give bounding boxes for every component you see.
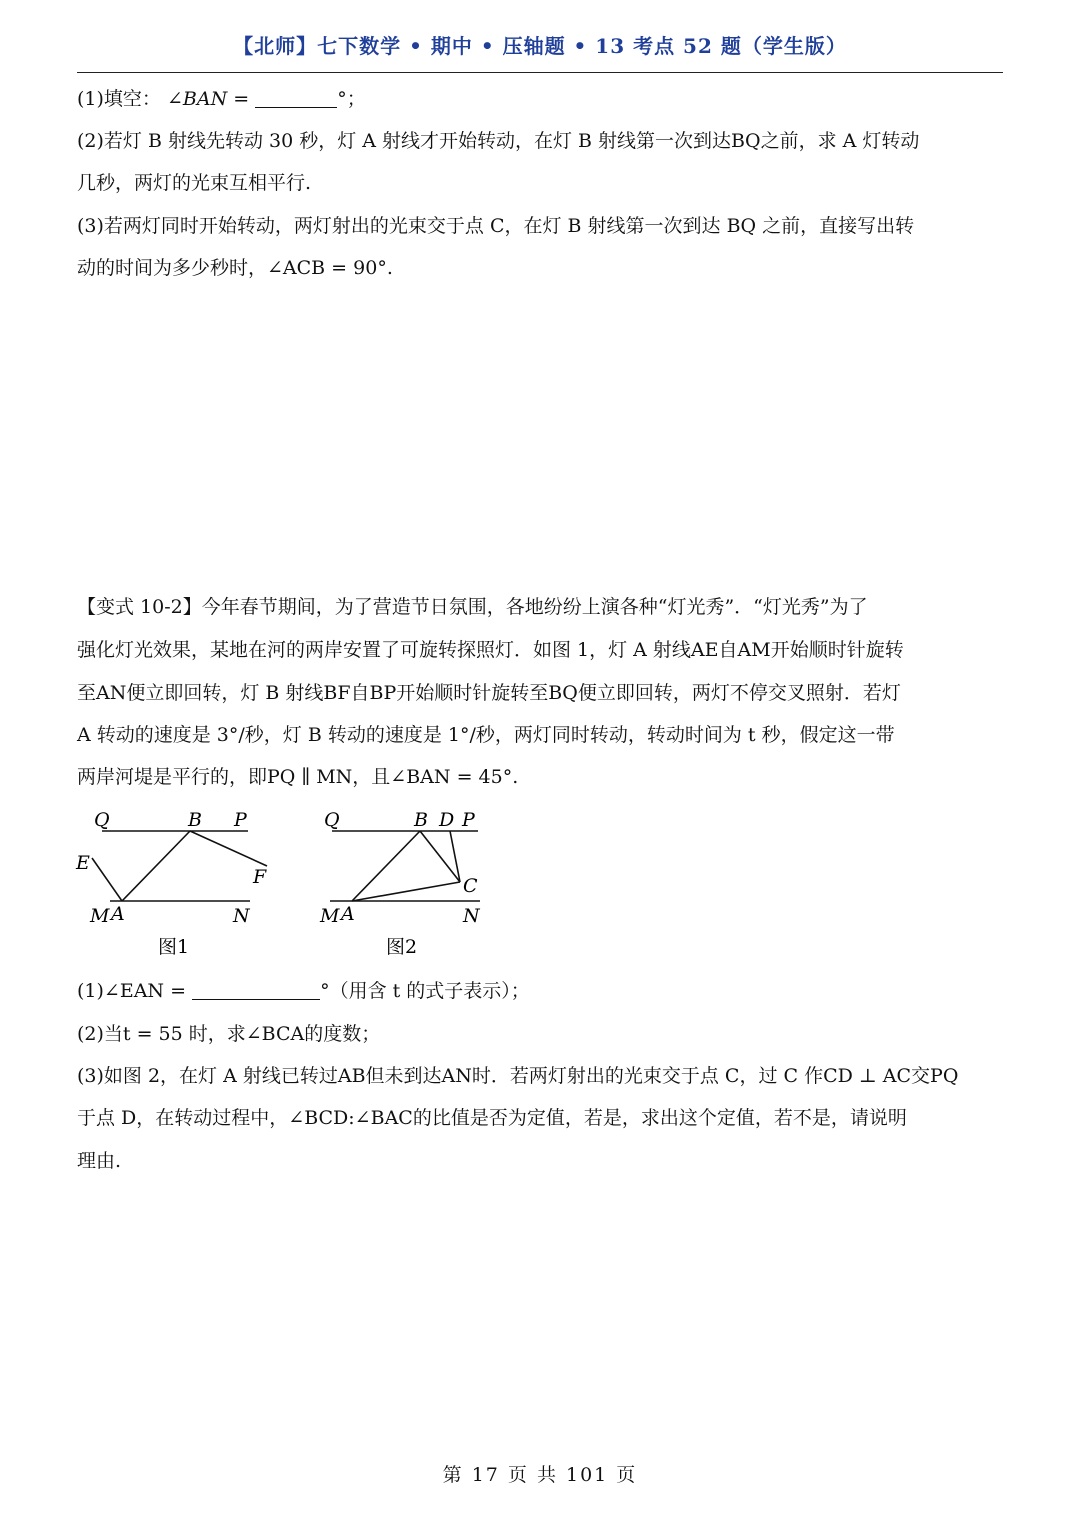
label-A: A bbox=[341, 903, 355, 925]
variant-line-1: 【变式 10-2】今年春节期间，为了营造节日氛围，各地纷纷上演各种“灯光秀”．“灯光秀”为了 bbox=[77, 596, 868, 618]
vq1-prefix: (1)∠EAN = bbox=[77, 980, 187, 1002]
variant-question-3-line2: 于点 D，在转动过程中，∠BCD:∠BAC的比值是否为定值，若是，求出这个定值，若不是，请说明 bbox=[77, 1107, 907, 1129]
variant-question-1 bbox=[77, 970, 1005, 1013]
part1-question-2-line2: 几秒，两灯的光束互相平行. bbox=[77, 172, 312, 194]
part1-question-3-line1: (3)若两灯同时开始转动，两灯射出的光束交于点 C，在灯 B 射线第一次到达 BQ 之前，直接写出转 bbox=[77, 215, 915, 237]
variant-line-4: A 转动的速度是 3°/秒，灯 B 转动的速度是 1°/秒，两灯同时转动，转动时间为 t 秒，假定这一带 bbox=[77, 724, 895, 746]
figure-2-caption: 图2 bbox=[386, 936, 418, 958]
figure-1 bbox=[70, 800, 290, 960]
label-M: M bbox=[320, 905, 340, 927]
header-rule bbox=[77, 72, 1003, 73]
label-M: M bbox=[90, 905, 110, 927]
page-footer: 第 17 页 共 101 页 bbox=[442, 1464, 638, 1486]
label-F: F bbox=[253, 866, 267, 888]
variant-question-3-line1: (3)如图 2，在灯 A 射线已转过AB但未到达AN时．若两灯射出的光束交于点 C，过 C 作CD ⊥ AC交PQ bbox=[77, 1065, 959, 1087]
variant-question-2: (2)当t = 55 时，求∠BCA的度数； bbox=[77, 1023, 381, 1045]
label-P: P bbox=[234, 809, 247, 831]
variant-question-3-line3: 理由. bbox=[77, 1150, 122, 1172]
page-header-title: 【北师】七下数学 • 期中 • 压轴题 • 13 考点 52 题（学生版） bbox=[233, 34, 847, 58]
figure-2 bbox=[300, 800, 520, 960]
label-N: N bbox=[463, 905, 480, 927]
variant-line-2: 强化灯光效果，某地在河的两岸安置了可旋转探照灯．如图 1，灯 A 射线AE自AM开始顺时针旋转 bbox=[77, 639, 904, 661]
label-Q: Q bbox=[324, 809, 340, 831]
segment-BC bbox=[420, 831, 460, 882]
label-P: P bbox=[462, 809, 475, 831]
ray-AE bbox=[92, 858, 122, 901]
segment-AB bbox=[122, 831, 190, 901]
label-D: D bbox=[439, 809, 455, 831]
label-B: B bbox=[188, 809, 202, 831]
label-E: E bbox=[76, 852, 90, 874]
label-C: C bbox=[463, 875, 478, 897]
part1-question-2-line1: (2)若灯 B 射线先转动 30 秒，灯 A 射线才开始转动，在灯 B 射线第一次到达BQ之前，求 A 灯转动 bbox=[77, 130, 920, 152]
variant-line-5: 两岸河堤是平行的，即PQ ∥ MN，且∠BAN = 45°. bbox=[77, 766, 519, 788]
part1-question-1 bbox=[77, 78, 1005, 121]
label-Q: Q bbox=[94, 809, 110, 831]
answer-blank[interactable] bbox=[192, 979, 320, 1000]
vq1-suffix: °（用含 t 的式子表示）； bbox=[320, 980, 530, 1002]
label-N: N bbox=[233, 905, 250, 927]
answer-blank[interactable] bbox=[255, 87, 337, 108]
q1-prefix: (1)填空： bbox=[77, 88, 161, 110]
label-B: B bbox=[414, 809, 428, 831]
part1-question-3-line2: 动的时间为多少秒时，∠ACB = 90°. bbox=[77, 257, 393, 279]
ray-BF bbox=[190, 831, 267, 866]
q1-math: ∠BAN = bbox=[166, 88, 250, 110]
figure-1-caption: 图1 bbox=[158, 936, 190, 958]
label-A: A bbox=[111, 903, 125, 925]
q1-suffix: °； bbox=[337, 88, 366, 110]
variant-line-3: 至AN便立即回转，灯 B 射线BF自BP开始顺时针旋转至BQ便立即回转，两灯不停交叉照射．若灯 bbox=[77, 682, 901, 704]
